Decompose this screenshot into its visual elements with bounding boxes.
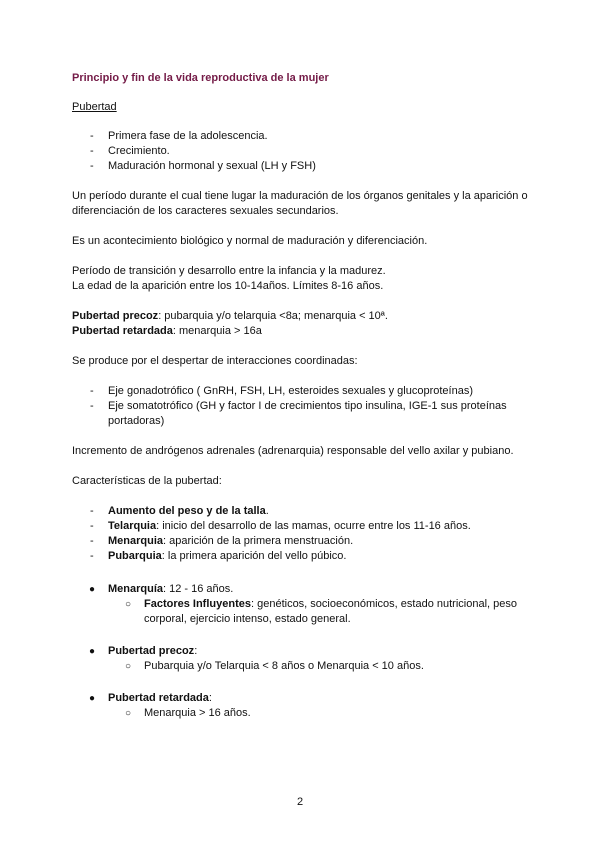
paragraph: Un período durante el cual tiene lugar la maduración de los órganos genitales y la aparición o diferenciación de los caracteres sexuales secundarios. xyxy=(72,190,528,217)
bullet-icon: ● xyxy=(89,693,96,704)
list-item: - Eje gonadotrófico ( GnRH, FSH, LH, esteroides sexuales y glucoproteínas) xyxy=(90,385,474,397)
circle-bullet-icon: ○ xyxy=(125,708,132,719)
paragraph: Se produce por el despertar de interacciones coordinadas: xyxy=(72,355,358,367)
intro-list xyxy=(72,129,532,174)
list-item: - Eje somatotrófico (GH y factor I de crecimientos tipo insulina, IGE-1 sus proteínas portadoras) xyxy=(90,400,507,427)
document-title: Principio y fin de la vida reproductiva de la mujer xyxy=(72,72,329,84)
list-item: - Crecimiento. xyxy=(90,145,170,157)
paragraph: Período de transición y desarrollo entre la infancia y la madurez. La edad de la aparición entre los 10-14años. Límites 8-16 años. xyxy=(72,265,386,292)
term: Pubertad precoz xyxy=(72,310,159,322)
list-item: ○ Menarquia > 16 años. xyxy=(125,707,251,719)
bullet-icon: ● xyxy=(89,584,96,595)
list-item: - Pubarquia: la primera aparición del vello púbico. xyxy=(90,550,347,562)
list-item: - Primera fase de la adolescencia. xyxy=(90,130,268,142)
bullet-icon: ● xyxy=(89,646,96,657)
definitions: Pubertad precoz: pubarquia y/o telarquia <8a; menarquia < 10ª. Pubertad retardada: menarquia > 16a xyxy=(72,310,388,337)
list-item: ● Pubertad precoz: ○ Pubarquia y/o Telarquia < 8 años o Menarquia < 10 años. xyxy=(72,644,532,674)
characteristics-list xyxy=(72,504,532,564)
paragraph: Es un acontecimiento biológico y normal de maduración y diferenciación. xyxy=(72,235,428,247)
precoz-list xyxy=(72,644,532,674)
menarquia-list xyxy=(72,582,532,627)
paragraph: Incremento de andrógenos adrenales (adrenarquia) responsable del vello axilar y pubiano. xyxy=(72,445,514,457)
list-item: - Menarquia: aparición de la primera menstruación. xyxy=(90,535,354,547)
axes-list xyxy=(72,384,532,429)
term: Pubertad retardada xyxy=(72,325,173,337)
circle-bullet-icon: ○ xyxy=(125,661,132,672)
retardada-list xyxy=(72,691,532,721)
section-heading: Pubertad xyxy=(72,101,117,113)
list-item: - Aumento del peso y de la talla. xyxy=(90,505,269,517)
list-item: ● Menarquía: 12 - 16 años. ○ Factores Influyentes: genéticos, socioeconómicos, estado nutricional, peso corporal, ejercicio intenso, estado general. xyxy=(72,582,532,627)
list-item: ○ Pubarquia y/o Telarquia < 8 años o Menarquia < 10 años. xyxy=(125,660,424,672)
list-item: ○ Factores Influyentes: genéticos, socioeconómicos, estado nutricional, peso corporal, ejercicio intenso, estado general. xyxy=(125,598,517,625)
list-item: ● Pubertad retardada: ○ Menarquia > 16 años. xyxy=(72,691,532,721)
paragraph: Características de la pubertad: xyxy=(72,475,222,487)
list-item: - Telarquia: inicio del desarrollo de las mamas, ocurre entre los 11-16 años. xyxy=(90,520,471,532)
document-body xyxy=(72,71,532,736)
page-number: 2 xyxy=(296,796,304,808)
list-item: - Maduración hormonal y sexual (LH y FSH) xyxy=(90,160,316,172)
circle-bullet-icon: ○ xyxy=(125,599,132,610)
